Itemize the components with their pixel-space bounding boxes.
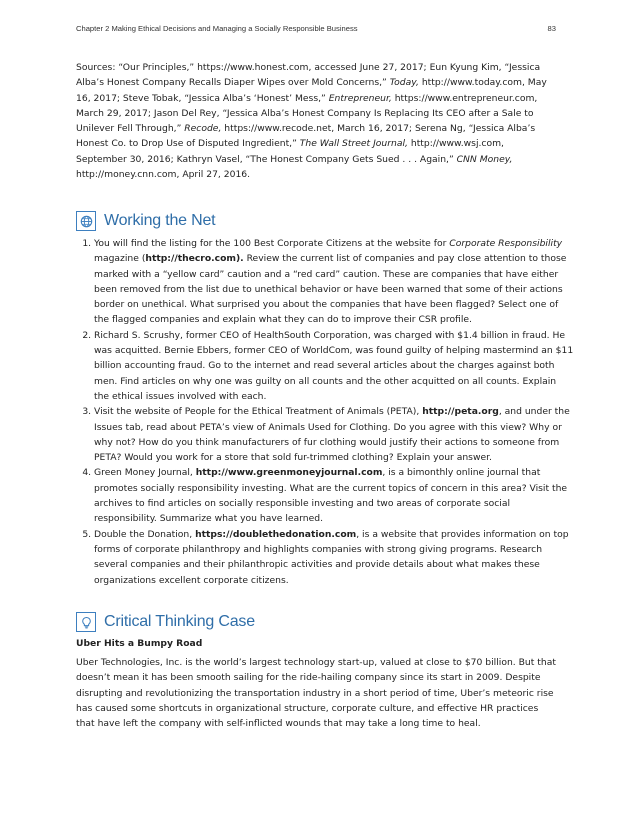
doublethedonation-link[interactable]: https://doublethedonation.com — [195, 528, 357, 540]
globe-icon — [76, 211, 96, 231]
item-text: , is a website that provides information on top forms of corporate philanthropy and highlights companies with strong giving programs. Research several companies and their philanthropic activities and provide details about what makes these organizations excellent corporate citizens. — [94, 528, 569, 586]
list-item — [94, 465, 574, 526]
sources-text: http://money.cnn.com, April 27, 2016. — [76, 169, 251, 181]
sources-text: https://www.recode.net, March 16, 2017; Serena Ng, “Jessica Alba’s Honest Co. to Drop Use of Disputed Ingredient,” — [76, 123, 536, 150]
item-text: , and under the Issues tab, read about PETA’s view of Animals Used for Clothing. Do you agree with this view? Why or why not? How do you think manufacturers of fur clothing would justify their actions to someone from PETA? Would you work for a store that sold fur-trimmed clothing? Explain your answer. — [94, 406, 570, 464]
source-entrepreneur: Entrepreneur, — [328, 92, 392, 104]
sources-text: Sources: “Our Principles,” https://www.honest.com, accessed June 27, 2017; Eun Kyung Kim, “Jessica Alba’s Honest Company Recalls Diaper Wipes over Mold Concerns,” — [76, 62, 541, 89]
case-body: Uber Technologies, Inc. is the world’s largest technology start-up, valued at close to $70 billion. But that doesn’t mean it has been smooth sailing for the ride-hailing company since its start in 2009. Despite disrupting and revolutionizing the transportation industry in a short period of time, Uber’s meteoric rise has caused some shortcuts in organizational structure, corporate culture, and effective HR practices that have left the company with self-inflicted wounds that may take a long time to heal. — [76, 657, 556, 730]
item-text: Green Money Journal, — [94, 467, 196, 479]
section-title: Working the Net — [104, 212, 216, 229]
list-item — [94, 404, 574, 465]
item-text: magazine ( — [94, 253, 146, 265]
sources-paragraph — [76, 60, 556, 182]
sources-text: http://www.today.com, May 16, 2017; Steve Tobak, “Jessica Alba’s ‘Honest’ Mess,” — [76, 77, 547, 104]
list-item — [94, 328, 574, 404]
source-cnn: CNN Money, — [456, 153, 513, 165]
source-recode: Recode, — [184, 123, 222, 135]
working-the-net-list — [76, 236, 574, 588]
source-wsj: The Wall Street Journal, — [299, 138, 408, 150]
item-text: Review the current list of companies and pay close attention to those marked with a “yellow card” caution and a “red card” caution. These are companies that have either been removed from the list due to unethical behavior or have been warned that some of their actions border on unethical. What surprised you about the companies that have been flagged? Select one of the flagged companies and explain what they can do to improve their CSR profile. — [94, 253, 567, 326]
greenmoney-link[interactable]: http://www.greenmoneyjournal.com — [195, 467, 383, 479]
list-item — [94, 527, 574, 588]
item-text: Double the Donation, — [94, 528, 196, 540]
chapter-title: Chapter 2 Making Ethical Decisions and Managing a Socially Responsible Business — [76, 24, 358, 33]
page-number: 83 — [547, 24, 556, 33]
working-the-net-heading — [76, 209, 215, 233]
list-item — [94, 236, 574, 328]
item-text: , is a bimonthly online journal that promotes socially responsibility investing. What are the current topics of concern in this area? Visit the archives to find articles on socially responsible investing and two areas of corporate social responsibility. Summarize what you have learned. — [94, 467, 568, 525]
item-text: Richard S. Scrushy, former CEO of HealthSouth Corporation, was charged with $1.4 billion in fraud. He was acquitted. Bernie Ebbers, former CEO of WorldCom, was found guilty of helping mastermind an $11 billion accounting fraud. Go to the internet and read several articles about the charges against both men. Find articles on why one was guilty on all counts and the other acquitted on all counts. Explain the ethical issues involved with each. — [94, 329, 574, 402]
lightbulb-icon — [76, 612, 96, 632]
peta-link[interactable]: http://peta.org — [422, 406, 499, 418]
item-text: You will find the listing for the 100 Best Corporate Citizens at the website for — [94, 238, 450, 249]
source-today: Today, — [389, 77, 419, 89]
thecro-link[interactable]: http://thecro.com). — [145, 253, 244, 265]
case-title: Uber Hits a Bumpy Road — [76, 638, 203, 649]
section-title: Critical Thinking Case — [104, 613, 255, 630]
sources-text: https://www.entrepreneur.com, March 29, 2017; Jason Del Rey, “Jessica Alba’s Honest Company Is Replacing Its CEO after a Sale to Unilever Fell Through,” — [76, 92, 538, 135]
sources-text: http://www.wsj.com, September 30, 2016; Kathryn Vasel, “The Honest Company Gets Sued . . . Again,” — [76, 138, 504, 165]
item-text: Visit the website of People for the Ethical Treatment of Animals (PETA), — [94, 406, 423, 418]
item-emphasis: Corporate Responsibility — [449, 238, 563, 249]
critical-thinking-heading — [76, 610, 255, 634]
